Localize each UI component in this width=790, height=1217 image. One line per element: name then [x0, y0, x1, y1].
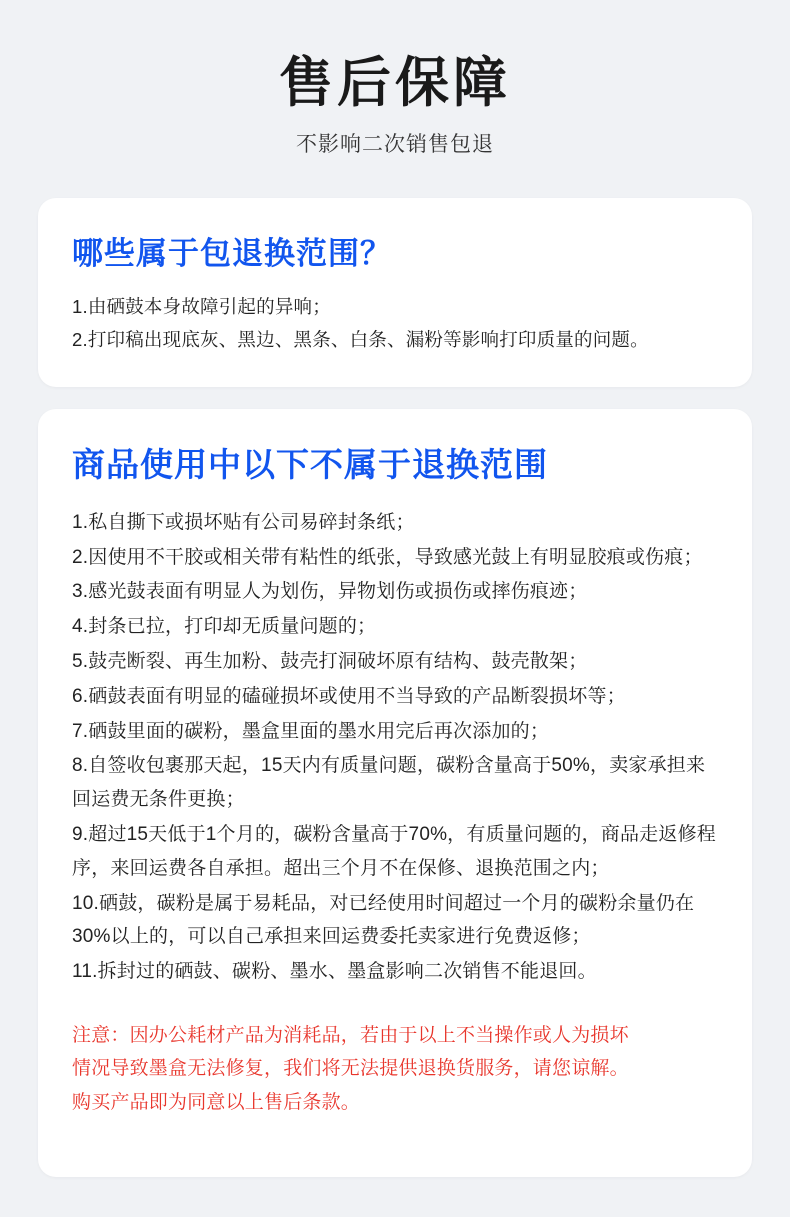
list-item: 11.拆封过的硒鼓、碳粉、墨水、墨盒影响二次销售不能退回。 [72, 961, 597, 983]
return-scope-card [38, 198, 752, 387]
page-header [0, 0, 790, 158]
list-item: 10.硒鼓，碳粉是属于易耗品，对已经使用时间超过一个月的碳粉余量仍在30%以上的，可以自己承担来回运费委托卖家进行免费返修； [72, 892, 695, 948]
list-item: 1.由硒鼓本身故障引起的异响； [72, 296, 331, 318]
page-subtitle: 不影响二次销售包退 [296, 133, 494, 157]
exclusions-title: 商品使用中以下不属于退换范围 [72, 445, 548, 483]
return-scope-title: 哪些属于包退换范围？ [72, 236, 392, 272]
list-item: 6.硒鼓表面有明显的磕碰损坏或使用不当导致的产品断裂损坏等； [72, 685, 626, 707]
exclusions-card [38, 409, 752, 1177]
list-item: 3.感光鼓表面有明显人为划伤，异物划伤或损伤或摔伤痕迹； [72, 581, 588, 603]
return-scope-list [68, 291, 722, 356]
notice-line: 购买产品即为同意以上售后条款。 [72, 1091, 361, 1113]
list-item: 2.因使用不干胶或相关带有粘性的纸张，导致感光鼓上有明显胶痕或伤痕； [72, 546, 703, 568]
list-item: 7.硒鼓里面的碳粉，墨盒里面的墨水用完后再次添加的； [72, 720, 550, 742]
list-item: 2.打印稿出现底灰、黑边、黑条、白条、漏粉等影响打印质量的问题。 [72, 328, 649, 350]
notice-line: 注意：因办公耗材产品为消耗品，若由于以上不当操作或人为损坏 [72, 1025, 629, 1047]
notice-block [72, 1019, 722, 1119]
notice-line: 情况导致墨盒无法修复，我们将无法提供退换货服务，请您谅解。 [72, 1058, 629, 1080]
page-title: 售后保障 [279, 53, 511, 113]
list-item: 8.自签收包裹那天起，15天内有质量问题，碳粉含量高于50%，卖家承担来回运费无条件更换； [72, 755, 706, 811]
list-item: 4.封条已拉，打印却无质量问题的； [72, 616, 377, 638]
list-item: 9.超过15天低于1个月的，碳粉含量高于70%，有质量问题的，商品走返修程序，来回运费各自承担。超出三个月不在保修、退换范围之内； [72, 824, 716, 879]
list-item: 5.鼓壳断裂、再生加粉、鼓壳打洞破坏原有结构、鼓壳散架； [72, 650, 588, 672]
list-item: 1.私自撕下或损坏贴有公司易碎封条纸； [72, 511, 415, 533]
exclusions-list [68, 506, 722, 989]
